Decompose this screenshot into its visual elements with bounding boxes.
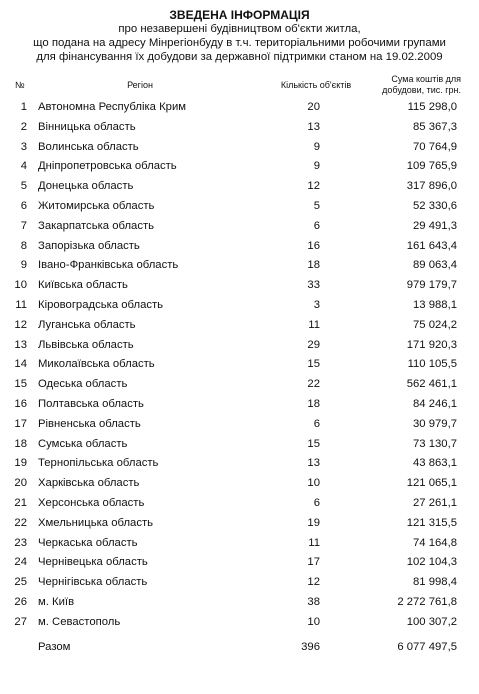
title-block [0, 8, 479, 64]
row-number: 10 [14, 279, 27, 292]
row-region: Тернопільська область [38, 457, 159, 470]
row-number: 25 [14, 576, 27, 589]
total-row [0, 637, 479, 657]
row-number: 23 [14, 536, 27, 549]
row-region: Донецька область [38, 180, 134, 193]
subtitle-line: про незавершені будівництвом об'єкти житла, [118, 23, 361, 35]
table-row [0, 98, 479, 118]
row-sum: 121 065,1 [406, 477, 457, 490]
table-row [0, 296, 479, 316]
row-region: Одеська область [38, 378, 128, 391]
row-count: 15 [307, 437, 320, 450]
row-count: 12 [307, 576, 320, 589]
table-row [0, 395, 479, 415]
row-region: Закарпатська область [38, 219, 155, 232]
subtitle-line: що подана на адресу Мінрегіонбуду в т.ч. територіальними робочими групами [33, 37, 446, 49]
row-number: 3 [20, 140, 27, 153]
row-region: Чернівецька область [38, 556, 148, 569]
total-count: 396 [301, 641, 320, 653]
row-count: 33 [307, 279, 320, 292]
row-sum: 70 764,9 [413, 140, 457, 153]
table-row [0, 573, 479, 593]
row-count: 9 [313, 160, 320, 173]
table-row [0, 474, 479, 494]
row-number: 15 [14, 378, 27, 391]
table-row [0, 593, 479, 613]
table-row [0, 355, 479, 375]
document-title: ЗВЕДЕНА ІНФОРМАЦІЯ [169, 8, 310, 22]
row-region: Луганська область [38, 318, 136, 331]
row-sum: 317 896,0 [406, 180, 457, 193]
row-count: 29 [307, 338, 320, 351]
row-count: 5 [313, 199, 320, 212]
row-count: 20 [307, 101, 320, 113]
table-row [0, 316, 479, 336]
row-count: 18 [307, 259, 320, 272]
row-sum: 89 063,4 [413, 259, 457, 272]
row-region: Полтавська область [38, 397, 144, 410]
column-header-sum-line2: добудови, тис. грн. [382, 85, 461, 95]
table-row [0, 415, 479, 435]
row-number: 17 [14, 417, 27, 430]
row-region: Волинська область [38, 140, 139, 153]
table-row [0, 514, 479, 534]
table-row [0, 157, 479, 177]
column-header-count: Кількість об'єктів [280, 80, 352, 90]
row-region: Київська область [38, 279, 128, 292]
table-row [0, 177, 479, 197]
row-sum: 81 998,4 [413, 576, 457, 589]
row-count: 6 [313, 496, 320, 509]
row-count: 13 [307, 457, 320, 470]
table-row [0, 534, 479, 554]
row-region: Херсонська область [38, 496, 145, 509]
row-sum: 979 179,7 [406, 279, 457, 292]
row-number: 12 [14, 318, 27, 331]
table-row [0, 553, 479, 573]
row-region: Миколаївська область [38, 358, 155, 371]
row-number: 27 [14, 615, 27, 628]
row-region: Автономна Республіка Крим [38, 101, 187, 113]
row-region: м. Севастополь [38, 615, 121, 628]
row-number: 16 [14, 397, 27, 410]
row-region: Житомирська область [38, 199, 155, 212]
row-number: 4 [20, 160, 27, 173]
table-row [0, 276, 479, 296]
row-region: Львівська область [38, 338, 134, 351]
row-number: 20 [14, 477, 27, 490]
row-sum: 110 105,5 [407, 358, 457, 371]
row-sum: 27 261,1 [413, 496, 457, 509]
row-sum: 75 024,2 [413, 318, 457, 331]
row-number: 24 [14, 556, 27, 569]
row-number: 14 [14, 358, 27, 371]
row-region: Івано-Франківська область [38, 259, 179, 272]
row-count: 3 [313, 298, 320, 311]
row-region: Хмельницька область [38, 516, 154, 529]
row-sum: 115 298,0 [407, 101, 457, 113]
row-number: 7 [20, 219, 27, 232]
row-number: 11 [15, 298, 27, 311]
row-number: 13 [14, 338, 27, 351]
column-header-sum-line1: Сума коштів для [391, 74, 461, 84]
row-region: Запорізька область [38, 239, 140, 252]
row-number: 6 [20, 199, 27, 212]
row-region: м. Київ [38, 595, 75, 608]
row-sum: 109 765,9 [406, 160, 457, 173]
table-row [0, 454, 479, 474]
row-sum: 13 988,1 [413, 298, 457, 311]
row-sum: 161 643,4 [406, 239, 457, 252]
row-number: 5 [20, 180, 27, 193]
table-row [0, 197, 479, 217]
row-count: 12 [307, 180, 320, 193]
table-row [0, 256, 479, 276]
row-region: Черкаська область [38, 536, 138, 549]
table-row [0, 375, 479, 395]
row-number: 9 [20, 259, 27, 272]
row-count: 16 [307, 239, 320, 252]
table-body [0, 98, 479, 633]
row-region: Вінницька область [38, 120, 136, 133]
row-sum: 2 272 761,8 [397, 595, 457, 608]
row-count: 18 [307, 397, 320, 410]
table-row [0, 435, 479, 455]
row-number: 18 [14, 437, 27, 450]
row-region: Чернігівська область [38, 576, 148, 589]
column-header-number: № [15, 80, 25, 90]
row-sum: 102 104,3 [406, 556, 457, 569]
row-sum: 43 863,1 [413, 457, 457, 470]
row-count: 19 [307, 516, 320, 529]
row-sum: 29 491,3 [413, 219, 457, 232]
row-sum: 74 164,8 [413, 536, 457, 549]
row-number: 1 [20, 101, 27, 113]
row-count: 11 [308, 318, 320, 331]
row-sum: 171 920,3 [406, 338, 457, 351]
row-number: 21 [14, 496, 27, 509]
row-count: 38 [307, 595, 320, 608]
row-count: 13 [307, 120, 320, 133]
row-number: 22 [14, 516, 27, 529]
row-region: Дніпропетровська область [38, 160, 177, 173]
row-sum: 85 367,3 [413, 120, 457, 133]
row-count: 22 [307, 378, 320, 391]
row-count: 6 [313, 219, 320, 232]
row-sum: 121 315,5 [406, 516, 457, 529]
table-row [0, 336, 479, 356]
row-count: 10 [307, 477, 320, 490]
total-sum: 6 077 497,5 [397, 641, 457, 653]
row-count: 6 [313, 417, 320, 430]
row-sum: 52 330,6 [413, 199, 457, 212]
row-sum: 30 979,7 [413, 417, 457, 430]
row-region: Харківська область [38, 477, 140, 490]
row-number: 2 [20, 120, 27, 133]
row-region: Сумська область [38, 437, 128, 450]
table-row [0, 138, 479, 158]
row-count: 11 [308, 536, 320, 549]
column-header-region: Регіон [127, 80, 153, 90]
table-row [0, 237, 479, 257]
row-sum: 84 246,1 [413, 397, 457, 410]
row-count: 17 [307, 556, 320, 569]
table-row [0, 613, 479, 633]
row-count: 9 [313, 140, 320, 153]
row-sum: 73 130,7 [413, 437, 457, 450]
table-row [0, 118, 479, 138]
subtitle-line: для фінансування їх добудови за державної підтримки станом на 19.02.2009 [36, 51, 443, 63]
row-sum: 100 307,2 [406, 615, 457, 628]
row-region: Кіровоградська область [38, 298, 164, 311]
total-label: Разом [38, 641, 71, 653]
row-sum: 562 461,1 [406, 378, 457, 391]
row-region: Рівненська область [38, 417, 141, 430]
row-number: 19 [14, 457, 27, 470]
row-number: 26 [14, 595, 27, 608]
row-count: 15 [307, 358, 320, 371]
table-row [0, 494, 479, 514]
row-count: 10 [307, 615, 320, 628]
table-row [0, 217, 479, 237]
column-header-sum [351, 74, 461, 96]
row-number: 8 [20, 239, 27, 252]
